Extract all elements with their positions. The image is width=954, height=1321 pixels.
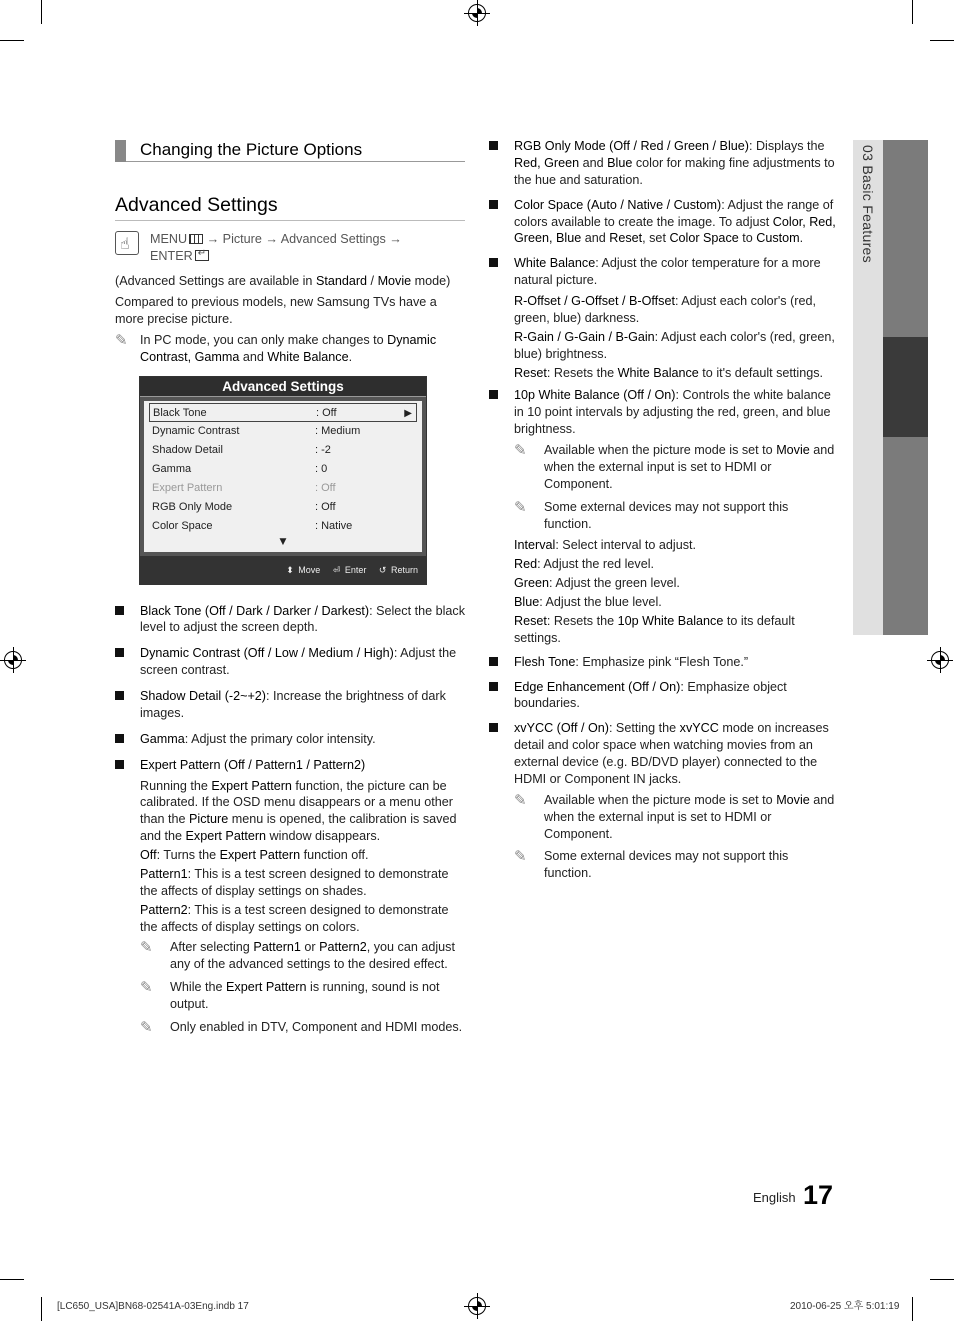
text: Expert Pattern [211,778,292,793]
text: and [581,231,610,246]
osd-key: Color Space [152,519,213,532]
crop-mark [930,40,954,41]
text: , you can adjust any of the advanced settings to the desired effect. [170,940,455,972]
osd-value: : Medium [315,424,361,437]
text: / [367,274,378,289]
left-bullet-list [115,603,465,1036]
osd-key: Shadow Detail [152,443,223,456]
osd-value: : Off [315,500,336,513]
text: function off. [300,848,369,862]
intro-availability [115,273,465,290]
bullet-icon [489,682,498,691]
osd-key: Gamma [152,462,192,475]
menu-path-text: → Picture → Advanced Settings → [203,232,402,247]
item-heading: Black Tone (Off / Dark / Darker / Darkest) [140,603,370,618]
osd-value: : Native [315,519,353,532]
osd-row-shadow-detail[interactable] [149,441,417,460]
text: to its default settings. [514,613,795,645]
text: Movie [776,443,810,457]
text: to it's default settings. [698,365,824,380]
text: . [348,349,353,364]
crop-mark [930,1279,954,1280]
side-tab-active-block [883,337,928,437]
item-heading: 10p White Balance (Off / On) [514,388,676,403]
text: function, the picture can be calibrated. If the OSD menu disappears or a menu other than the [140,778,453,827]
intro-text: Compared to previous models, new Samsung TVs have a more precise picture. [115,295,437,326]
text: (Advanced Settings are available in [115,274,316,289]
text: After selecting [170,940,254,955]
text: . [799,231,804,246]
text: Blue [514,595,540,609]
osd-value: : 0 [315,462,328,475]
item-text: : Adjust the screen contrast. [140,646,457,678]
list-item [489,387,837,438]
text: Pattern1 [140,866,188,881]
text: Dynamic Contrast, Gamma [140,332,437,364]
text: Custom [756,231,800,246]
text: : Adjust each color's (red, green, blue) darkness. [514,294,816,325]
item-text: : Increase the brightness of dark images. [140,689,446,720]
paragraph [489,594,837,611]
menu-label: MENU [150,232,188,247]
text: : Adjust the red level. [537,557,655,572]
text: Reset [514,613,547,628]
osd-key: Dynamic Contrast [152,424,240,437]
paragraph [489,613,837,647]
text: Running the [140,778,212,793]
text: xvYCC [679,721,719,736]
text: While the [170,980,226,995]
text: Red [514,557,538,572]
text: : Resets the [546,365,618,380]
text: Green [514,576,550,591]
text: Expert Pattern [226,980,307,995]
text: Expert Pattern [219,848,301,862]
note-group [489,792,837,882]
paragraph [489,556,837,573]
bullet-icon [489,390,498,399]
enter-icon [195,250,209,261]
mode-movie: Movie [377,274,412,289]
text: to [738,231,757,246]
note-group [489,442,837,532]
text: White Balance [617,365,699,380]
text: : Setting the [608,721,680,736]
pencil-note-icon: ✎ [140,978,153,997]
bullet-icon [115,760,124,769]
crop-mark [912,0,913,24]
menu-icon [189,234,203,244]
section-title: Changing the Picture Options [140,140,363,159]
text: Color, Red, Green, Blue [514,214,836,246]
text: : This is a test screen designed to demonstrate the affects of display settings on shades. [140,866,449,898]
pencil-note-icon: ✎ [514,497,527,516]
text: Expert Pattern [185,829,267,844]
note [140,939,465,973]
move-label: Move [298,564,321,575]
text: Reset [514,365,547,380]
text: Pattern1 [253,940,301,955]
osd-key: Black Tone [153,406,207,419]
text: and when the external input is set to HDMI or Component. [544,443,835,491]
text: Some external devices may not support this function. [544,499,789,531]
text: : Select interval to adjust. [555,538,697,553]
text: Only enabled in DTV, Component and HDMI modes. [170,1019,463,1034]
note [140,1019,465,1036]
osd-value: : Off [316,406,337,419]
list-item [489,197,837,248]
osd-value: : -2 [315,443,331,456]
list-item [115,603,465,637]
pencil-note-icon: ✎ [140,1017,153,1036]
text: : Adjust the green level. [549,576,680,591]
item-heading: Shadow Detail (-2~+2) [140,689,267,703]
side-tab-block [883,140,928,337]
paragraph [115,847,465,864]
text: In PC mode, you can only make changes to [140,332,388,347]
list-item [489,679,837,713]
text: is running, sound is not output. [170,980,440,1011]
text: Red, Green [514,155,580,170]
text: Pattern2 [319,940,367,955]
osd-key: RGB Only Mode [152,500,233,513]
osd-list [144,401,422,552]
text: : Emphasize pink “Flesh Tone.” [575,654,749,669]
paragraph [115,866,465,900]
osd-title: Advanced Settings [140,377,426,397]
return-label: Return [390,564,418,575]
footer-language: English [753,1190,796,1205]
text: Off [140,848,157,862]
item-heading: White Balance [514,256,596,271]
bullet-icon [115,691,124,700]
pencil-note-icon: ✎ [514,441,527,459]
item-heading: RGB Only Mode (Off / Red / Green / Blue) [514,139,749,153]
text: and [579,155,608,170]
left-column [115,138,465,1036]
arrow-right-icon: ▶ [404,407,412,419]
text: Available when the picture mode is set to [544,443,777,457]
registration-mark-icon [468,4,486,22]
text: Reset [609,231,643,246]
print-date-info: 2010-06-25 오후 5:01:19 [790,1301,900,1312]
paragraph [489,365,837,382]
pencil-note-icon: ✎ [115,330,128,349]
text: and when the external input is set to HDMI or Component. [544,792,835,841]
enter-label: ENTER [150,249,193,263]
text: : Adjust each color's (red, green, blue) brightness. [514,329,835,361]
list-item [489,255,837,289]
text: : Adjust the range of colors available to create the image. To adjust [514,197,834,229]
text: White Balance [267,349,349,364]
list-item [489,654,837,671]
print-file-info: [LC650_USA]BN68-02541A-03Eng.indb 17 [57,1301,249,1312]
text: or [300,940,320,955]
enter-icon: ⏎ [332,564,341,575]
crop-mark [41,1297,42,1321]
note [514,499,837,533]
osd-row-black-tone[interactable] [149,403,417,422]
mode-standard: Standard [315,274,368,289]
osd-value: : Off [315,481,336,494]
item-heading: Color Space (Auto / Native / Custom) [514,197,722,212]
osd-footer [140,556,426,584]
note [514,792,837,843]
text: mode on increases detail and color space when watching movies from an external device (e.g. BD/DVD player) connected to the HDMI or Component IN jacks. [514,721,829,786]
text: : Adjust the color temperature for a more natural picture. [514,256,821,288]
bullet-icon [115,734,124,743]
text: Color Space [669,231,739,246]
osd-key: Expert Pattern [152,481,223,494]
item-heading: Edge Enhancement (Off / On) [514,679,681,694]
text: : Controls the white balance in 10 point intervals by adjusting the red, green, and blue brightness. [514,388,831,437]
osd-row-rgb-only-mode[interactable] [149,498,417,517]
enter-label: Enter [344,564,367,575]
paragraph [115,902,465,936]
osd-menu [139,376,427,585]
bullet-icon [489,657,498,666]
paragraph [489,293,837,327]
note-group [115,939,465,1035]
list-item [115,757,465,774]
note [514,442,837,493]
list-item [115,731,465,748]
paragraph [489,537,837,554]
section-header [115,138,465,162]
text: : Emphasize object boundaries. [514,679,787,711]
return-icon: ↺ [378,564,387,575]
text: , set [642,231,670,246]
text: Blue [607,155,633,170]
text: R-Gain / G-Gain / B-Gain [514,329,655,344]
registration-mark-icon [4,651,22,669]
text: window disappears. [266,829,381,844]
bullet-icon [489,200,498,209]
list-item [489,138,837,189]
osd-row-color-space[interactable] [149,517,417,536]
side-tab-block [883,437,928,635]
text: and [239,349,268,364]
right-column [489,138,837,882]
text: : Adjust the blue level. [539,595,662,609]
menu-path [115,231,465,269]
text: 10p White Balance [617,613,724,628]
page-title: Advanced Settings [115,192,465,221]
note [140,979,465,1013]
text: mode) [411,274,451,289]
paragraph [115,778,465,846]
text: R-Offset / G-Offset / B-Offset [514,294,675,308]
pencil-note-icon: ✎ [514,847,527,866]
scroll-down-icon[interactable]: ▼ [279,536,287,547]
bullet-icon [115,648,124,657]
bullet-icon [489,258,498,267]
item-heading: Gamma [140,731,185,746]
text: : Turns the [156,848,220,862]
crop-mark [0,40,24,41]
item-heading: Dynamic Contrast (Off / Low / Medium / High) [140,646,394,661]
text: color for making fine adjustments to the hue and saturation. [514,155,835,187]
move-icon: ⬍ [286,564,294,575]
text: : This is a test screen designed to demonstrate the affects of display settings on colors. [140,902,449,934]
list-item [115,645,465,679]
pencil-note-icon: ✎ [514,790,527,809]
note [514,848,837,882]
pencil-note-icon: ✎ [140,938,153,957]
item-heading: xvYCC (Off / On) [514,721,609,736]
text: Some external devices may not support this function. [544,849,789,881]
list-item [489,720,837,788]
text: Pattern2 [140,902,188,917]
list-item [115,688,465,722]
item-text: : Adjust the primary color intensity. [184,731,376,746]
section-marker [115,140,126,162]
text: : Displays the [748,139,825,153]
item-heading: Flesh Tone [514,654,576,669]
bullet-icon [115,606,124,615]
text: Interval [514,538,556,553]
paragraph [489,575,837,592]
item-heading: Expert Pattern (Off / Pattern1 / Pattern2) [140,757,366,772]
item-text: : Select the black level to adjust the screen depth. [140,603,465,635]
page-number: 17 [803,1180,834,1210]
paragraph [489,329,837,363]
note [115,332,465,366]
text: menu is opened, the calibration is saved and the [140,812,457,844]
registration-mark-icon [468,1297,486,1315]
text: Movie [776,792,810,807]
osd-row-dynamic-contrast[interactable] [149,422,417,441]
bullet-icon [489,141,498,150]
side-tab-label: 03 Basic Features [859,145,876,263]
text: : Resets the [546,613,618,628]
text: Available when the picture mode is set to [544,792,777,807]
crop-mark [912,1297,913,1321]
crop-mark [0,1279,24,1280]
crop-mark [41,0,42,24]
bullet-icon [489,723,498,732]
osd-row-expert-pattern [149,479,417,498]
text: Picture [189,812,229,827]
registration-mark-icon [931,651,949,669]
osd-row-gamma[interactable] [149,460,417,479]
hand-press-icon [115,231,139,255]
